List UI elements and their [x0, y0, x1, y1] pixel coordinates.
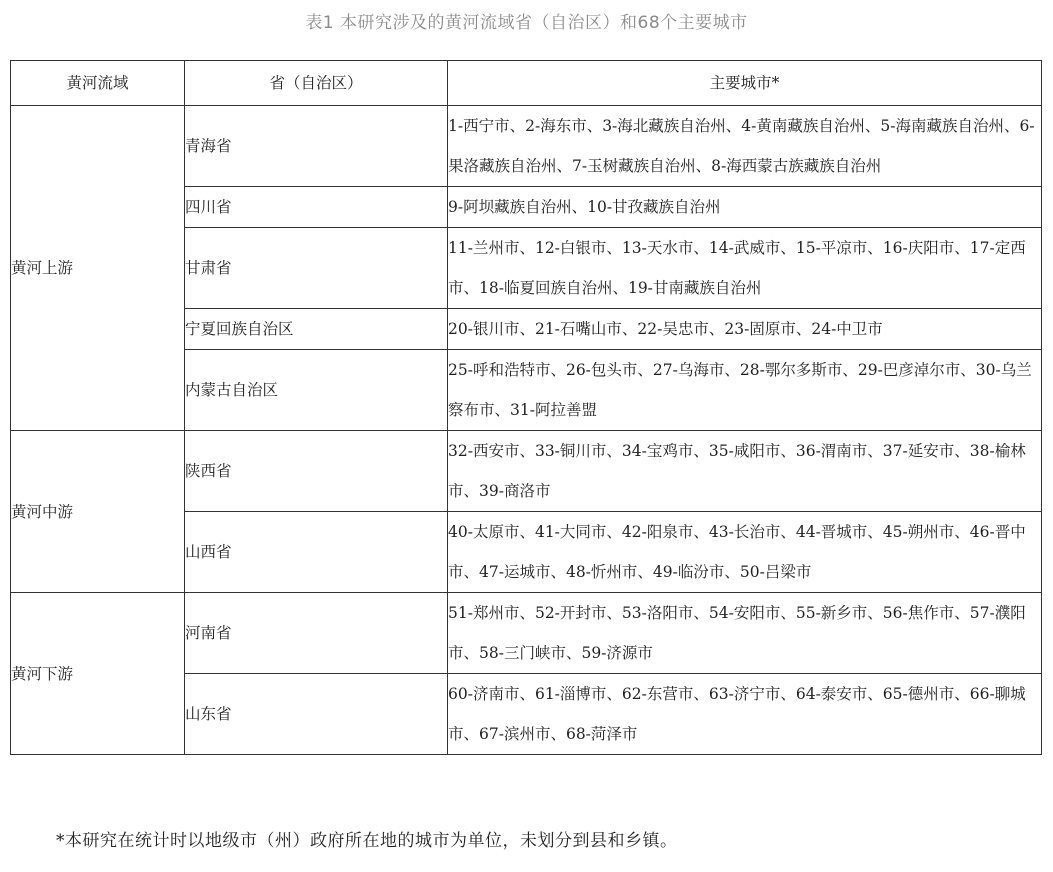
cities-cell: 9-阿坝藏族自治州、10-甘孜藏族自治州: [448, 187, 1042, 228]
table-caption: 表1 本研究涉及的黄河流域省（自治区）和68个主要城市: [305, 13, 748, 33]
region-middle: 黄河中游: [11, 431, 185, 593]
table-row: [11, 106, 1042, 187]
province-cell: 河南省: [185, 593, 448, 674]
table-row: [11, 431, 1042, 512]
region-upper: 黄河上游: [11, 106, 185, 431]
header-province: 省（自治区）: [185, 61, 448, 106]
cities-cell: 20-银川市、21-石嘴山市、22-吴忠市、23-固原市、24-中卫市: [448, 309, 1042, 350]
province-cell: 甘肃省: [185, 228, 448, 309]
province-cell: 四川省: [185, 187, 448, 228]
province-cell: 山西省: [185, 512, 448, 593]
province-cell: 陕西省: [185, 431, 448, 512]
cities-table: [10, 60, 1042, 755]
cities-cell: 25-呼和浩特市、26-包头市、27-乌海市、28-鄂尔多斯市、29-巴彦淖尔市、30-乌兰察布市、31-阿拉善盟: [448, 350, 1042, 431]
province-cell: 山东省: [185, 674, 448, 755]
cities-cell: 60-济南市、61-淄博市、62-东营市、63-济宁市、64-泰安市、65-德州市、66-聊城市、67-滨州市、68-菏泽市: [448, 674, 1042, 755]
cities-cell: 11-兰州市、12-白银市、13-天水市、14-武威市、15-平凉市、16-庆阳市、17-定西市、18-临夏回族自治州、19-甘南藏族自治州: [448, 228, 1042, 309]
region-lower: 黄河下游: [11, 593, 185, 755]
cities-cell: 51-郑州市、52-开封市、53-洛阳市、54-安阳市、55-新乡市、56-焦作市、57-濮阳市、58-三门峡市、59-济源市: [448, 593, 1042, 674]
table-row: [11, 593, 1042, 674]
table-header-row: [11, 61, 1042, 106]
province-cell: 宁夏回族自治区: [185, 309, 448, 350]
cities-cell: 32-西安市、33-铜川市、34-宝鸡市、35-咸阳市、36-渭南市、37-延安市、38-榆林市、39-商洛市: [448, 431, 1042, 512]
cities-cell: 1-西宁市、2-海东市、3-海北藏族自治州、4-黄南藏族自治州、5-海南藏族自治州、6-果洛藏族自治州、7-玉树藏族自治州、8-海西蒙古族藏族自治州: [448, 106, 1042, 187]
province-cell: 内蒙古自治区: [185, 350, 448, 431]
footnote: *本研究在统计时以地级市（州）政府所在地的城市为单位，未划分到县和乡镇。: [56, 831, 678, 851]
province-cell: 青海省: [185, 106, 448, 187]
header-region: 黄河流域: [11, 61, 185, 106]
cities-cell: 40-太原市、41-大同市、42-阳泉市、43-长治市、44-晋城市、45-朔州市、46-晋中市、47-运城市、48-忻州市、49-临汾市、50-吕梁市: [448, 512, 1042, 593]
header-cities: 主要城市*: [448, 61, 1042, 106]
